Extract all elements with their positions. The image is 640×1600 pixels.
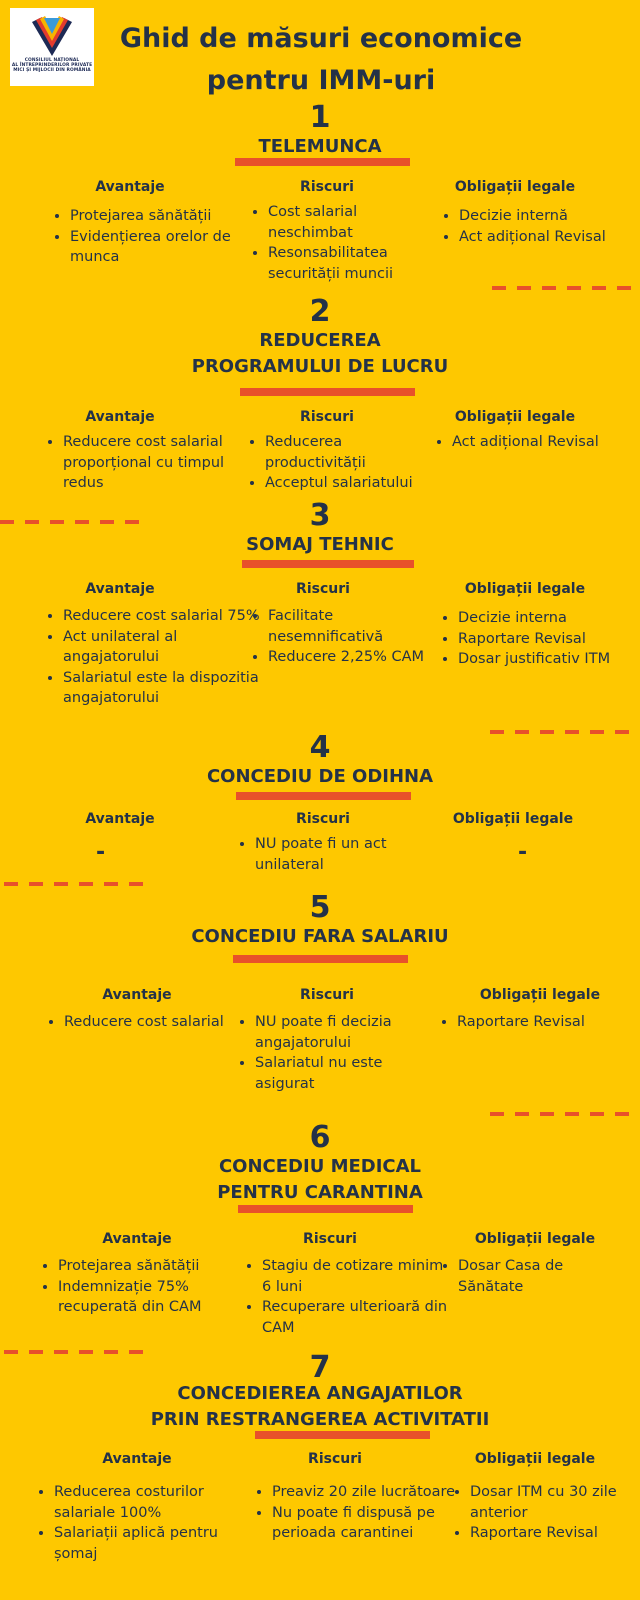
list-item: • Protejarea sănătății [58,1256,258,1277]
section-number: 6 [309,1120,331,1155]
list-item: • Salariații aplică pentru șomaj [54,1523,259,1564]
col-head-avantaje: Avantaje [85,581,155,597]
list-avantaje [52,206,240,268]
list-obligatii [452,1482,640,1544]
list-item: • Protejarea sănătății [70,206,240,227]
list-riscuri [250,606,448,668]
list-item: • Reducere 2,25% CAM [268,647,448,668]
list-avantaje [40,1256,258,1318]
list-item: • Preaviz 20 zile lucrătoare [272,1482,457,1503]
list-item: • Act unilateral al angajatorului [63,627,263,668]
col-head-avantaje: Avantaje [95,179,165,195]
section-underline [236,792,411,800]
col-head-avantaje: Avantaje [102,987,172,1003]
list-obligatii [439,1012,640,1033]
section-underline [255,1431,430,1439]
list-item: • Raportare Revisal [470,1523,640,1544]
section-title: SOMAJ TEHNIC [246,534,394,555]
section-title: CONCEDIU MEDICAL [218,1156,422,1177]
col-head-riscuri: Riscuri [300,409,354,425]
col-head-avantaje: Avantaje [85,409,155,425]
section-number: 5 [309,890,331,925]
section-title-line2: PENTRU CARANTINA [217,1182,423,1203]
list-item: • Acceptul salariatului [265,473,445,494]
list-riscuri [237,834,435,875]
logo [10,8,94,86]
section-title: CONCEDIEREA ANGAJATILOR [177,1383,463,1404]
list-riscuri [237,1012,440,1094]
list-item: • Raportare Revisal [457,1012,640,1033]
section-title-line2: PROGRAMULUI DE LUCRU [191,356,449,377]
col-head-obligatii: Obligații legale [454,409,576,425]
dashed-divider [492,286,632,290]
list-item: • Salariatul este la dispozitia angajatorului [63,668,263,709]
dashed-divider [490,1112,640,1116]
section-title: TELEMUNCA [258,136,382,157]
section-underline [235,158,410,166]
section-number: 1 [309,100,331,135]
col-head-obligatii: Obligații legale [452,811,574,827]
list-item: • Reducere cost salarial 75% [63,606,263,627]
list-item: • Act adițional Revisal [452,432,640,453]
section-underline [233,955,408,963]
list-obligatii [440,1256,618,1297]
empty-dash: - [518,840,528,865]
col-head-obligatii: Obligații legale [474,1231,596,1247]
list-item: • Salariatul nu este asigurat [255,1053,440,1094]
page-title-line2: pentru IMM-uri [206,65,436,96]
list-avantaje [45,606,263,709]
list-item: • Reducere cost salarial [64,1012,259,1033]
list-item: • Raportare Revisal [458,629,640,650]
page-title-line1: Ghid de măsuri economice [119,23,523,54]
list-item: • Indemnizație 75% recuperată din CAM [58,1277,258,1318]
list-obligatii [434,432,640,453]
list-item: • Evidențierea orelor de munca [70,227,240,268]
col-head-avantaje: Avantaje [102,1451,172,1467]
section-title: CONCEDIU DE ODIHNA [206,766,434,787]
list-obligatii [440,608,640,670]
section-underline [238,1205,413,1213]
list-item: • NU poate fi un act unilateral [255,834,435,875]
list-item: • Dosar justificativ ITM [458,649,640,670]
list-item: • Stagiu de cotizare minim 6 luni [262,1256,452,1297]
list-item: • Dosar ITM cu 30 zile anterior [470,1482,640,1523]
dashed-divider [4,882,144,886]
logo-mark-icon [30,14,74,58]
col-head-avantaje: Avantaje [85,811,155,827]
col-head-obligatii: Obligații legale [474,1451,596,1467]
list-riscuri [247,432,445,494]
list-item: • Recuperare ulterioară din CAM [262,1297,452,1338]
list-avantaje [36,1482,259,1564]
section-number: 4 [309,730,331,765]
list-avantaje [46,1012,259,1033]
list-item: • Cost salarial neschimbat [268,202,428,243]
list-riscuri [254,1482,457,1544]
empty-dash: - [96,840,106,865]
section-title-line2: PRIN RESTRANGEREA ACTIVITATII [150,1409,490,1430]
list-riscuri [250,202,428,284]
section-number: 7 [309,1350,331,1385]
col-head-riscuri: Riscuri [296,811,350,827]
logo-text: CONSILIUL NAȚIONAL AL ÎNTREPRINDERILOR PRIVATE MICI ȘI MIJLOCII DIN ROMÂNIA [11,58,93,74]
list-item: • NU poate fi decizia angajatorului [255,1012,440,1053]
col-head-riscuri: Riscuri [296,581,350,597]
list-avantaje [45,432,243,494]
list-item: • Reducerea productivității [265,432,445,473]
section-title: CONCEDIU FARA SALARIU [191,926,449,947]
section-underline [240,388,415,396]
list-item: • Resonsabilitatea securității muncii [268,243,428,284]
col-head-obligatii: Obligații legale [464,581,586,597]
col-head-obligatii: Obligații legale [479,987,601,1003]
list-riscuri [244,1256,452,1338]
section-number: 2 [309,294,331,329]
list-item: • Dosar Casa de Sănătate [458,1256,618,1297]
col-head-riscuri: Riscuri [300,179,354,195]
col-head-obligatii: Obligații legale [454,179,576,195]
col-head-riscuri: Riscuri [300,987,354,1003]
list-item: • Facilitate nesemnificativă [268,606,448,647]
section-number: 3 [309,498,331,533]
list-item: • Decizie interna [458,608,640,629]
list-item: • Act adițional Revisal [459,227,640,248]
section-title: REDUCEREA [259,330,381,351]
list-item: • Reducere cost salarial proporțional cu timpul redus [63,432,243,494]
list-item: • Reducerea costurilor salariale 100% [54,1482,259,1523]
list-item: • Decizie internă [459,206,640,227]
col-head-riscuri: Riscuri [303,1231,357,1247]
col-head-avantaje: Avantaje [102,1231,172,1247]
col-head-riscuri: Riscuri [308,1451,362,1467]
page-title [96,18,546,102]
list-obligatii [441,206,640,247]
section-underline [242,560,414,568]
list-item: • Nu poate fi dispusă pe perioada carantinei [272,1503,457,1544]
